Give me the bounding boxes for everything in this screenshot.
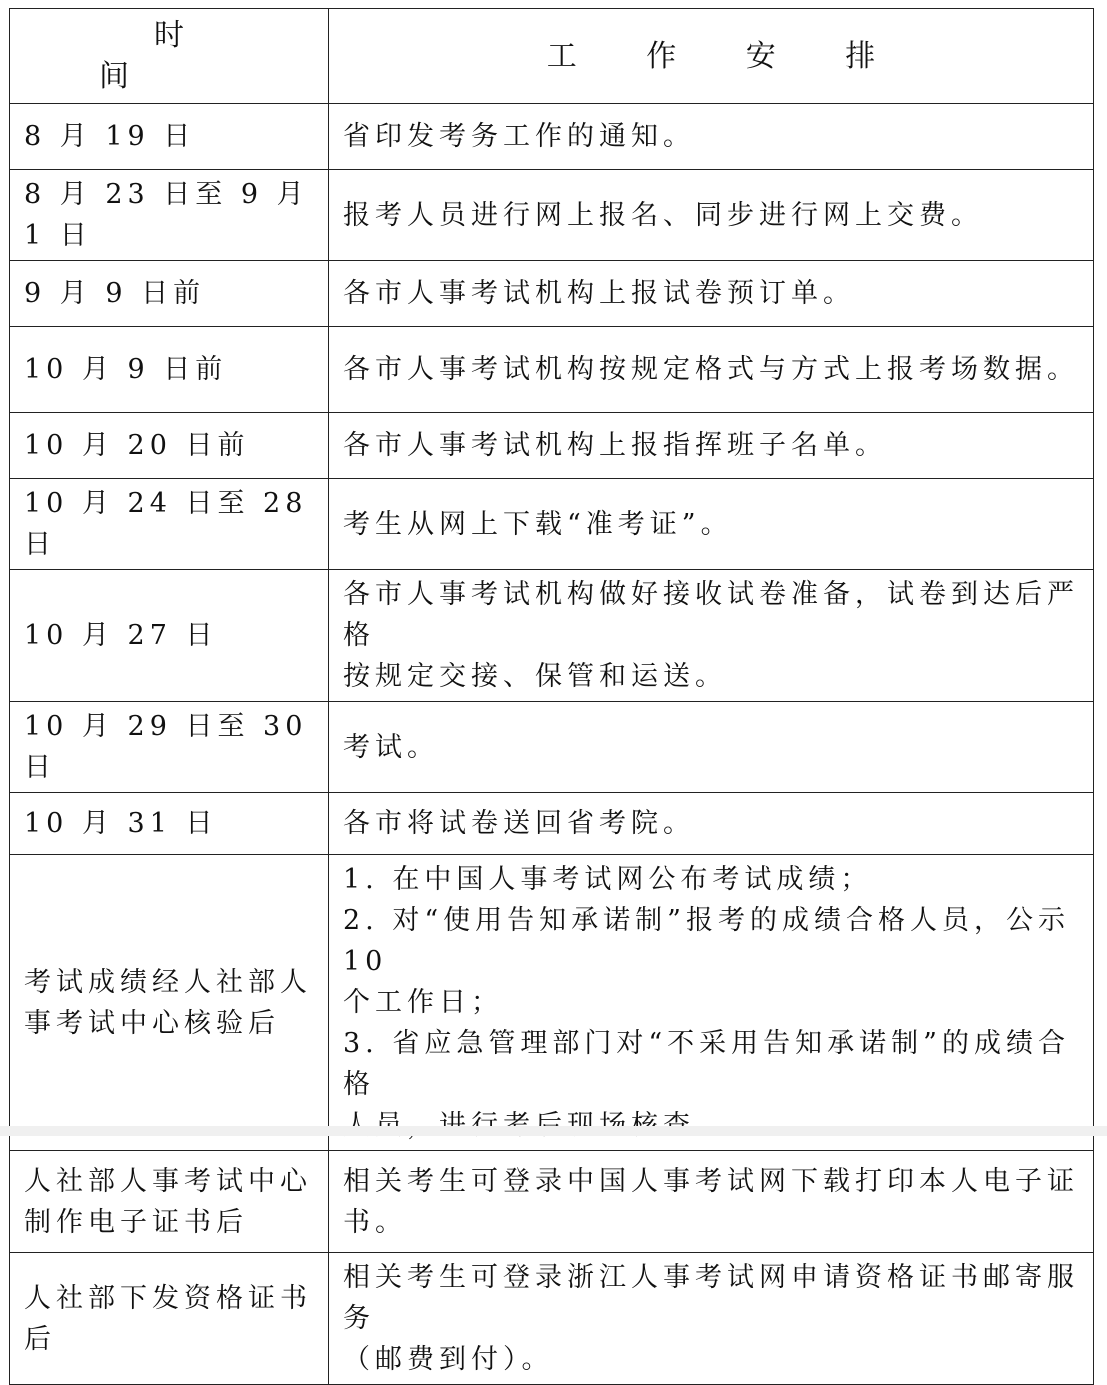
time-cell [10, 413, 329, 479]
table-row [10, 793, 1094, 855]
task-cell [329, 1151, 1094, 1253]
task-cell [329, 1253, 1094, 1385]
time-text: 10 月 27 日 [24, 620, 218, 651]
task-text: 相关考生可登录中国人事考试网下载打印本人电子证 [343, 1165, 1079, 1197]
table-row [10, 327, 1094, 413]
table-row [10, 170, 1094, 261]
task-text: 个工作日； [343, 987, 503, 1018]
time-cell [10, 327, 329, 413]
task-text: 2. 对“使用告知承诺制”报考的成绩合格人员，公示 10 [343, 905, 1070, 977]
time-cell [10, 170, 329, 261]
task-cell [329, 170, 1094, 261]
task-cell [329, 413, 1094, 479]
table-row [10, 1151, 1094, 1253]
time-text: 10 月 29 日至 30 日 [24, 711, 308, 783]
table-row [10, 702, 1094, 793]
task-text: 各市人事考试机构上报指挥班子名单。 [343, 430, 887, 461]
task-cell [329, 702, 1094, 793]
task-text: 各市人事考试机构上报试卷预订单。 [343, 278, 855, 309]
time-cell [10, 855, 329, 1151]
time-cell [10, 104, 329, 170]
task-text: 按规定交接、保管和运送。 [343, 661, 727, 692]
time-text: 人社部人事考试中心 [24, 1165, 312, 1197]
time-text: 10 月 9 日前 [24, 354, 228, 385]
task-text: 考试。 [343, 731, 439, 763]
task-text: （邮费到付）。 [343, 1344, 554, 1375]
time-text: 制作电子证书后 [24, 1206, 248, 1238]
header-work-arrangement: 工 作 安 排 [329, 9, 1094, 104]
task-text: 1. 在中国人事考试网公布考试成绩； [343, 864, 873, 895]
time-text: 事考试中心核验后 [24, 1007, 280, 1039]
task-cell [329, 793, 1094, 855]
bottom-scroll-strip [0, 1126, 1107, 1136]
task-text: 相关考生可登录浙江人事考试网申请资格证书邮寄服务 [343, 1262, 1079, 1334]
task-text: 各市将试卷送回省考院。 [343, 808, 695, 839]
time-text: 10 月 31 日 [24, 808, 218, 839]
table-row [10, 261, 1094, 327]
task-cell [329, 261, 1094, 327]
time-text: 9 月 9 日前 [24, 278, 206, 309]
table-body [10, 104, 1094, 1385]
time-cell [10, 479, 329, 570]
task-text: 各市人事考试机构按规定格式与方式上报考场数据。 [343, 354, 1079, 385]
time-text: 考试成绩经人社部人 [24, 966, 312, 998]
task-cell [329, 327, 1094, 413]
task-text: 各市人事考试机构做好接收试卷准备，试卷到达后严格 [343, 579, 1079, 651]
task-text: 考生从网上下载“准考证”。 [343, 508, 733, 540]
time-cell [10, 793, 329, 855]
table-row [10, 479, 1094, 570]
task-cell [329, 104, 1094, 170]
time-cell [10, 702, 329, 793]
table-row [10, 104, 1094, 170]
time-cell [10, 261, 329, 327]
table-row [10, 413, 1094, 479]
time-text: 8 月 23 日至 9 月 1 日 [24, 179, 309, 251]
time-cell [10, 1151, 329, 1253]
time-text: 8 月 19 日 [24, 121, 196, 152]
table-row [10, 855, 1094, 1151]
time-text: 10 月 20 日前 [24, 430, 250, 461]
task-cell [329, 479, 1094, 570]
time-text: 10 月 24 日至 28 日 [24, 488, 308, 560]
table-row [10, 570, 1094, 702]
task-text: 3. 省应急管理部门对“不采用告知承诺制”的成绩合格 [343, 1028, 1070, 1100]
time-text: 后 [24, 1323, 56, 1355]
schedule-table [9, 8, 1094, 1385]
task-text: 书。 [343, 1206, 407, 1238]
time-cell [10, 570, 329, 702]
task-cell [329, 855, 1094, 1151]
task-text: 报考人员进行网上报名、同步进行网上交费。 [343, 199, 983, 231]
table-header-row [10, 9, 1094, 104]
time-cell [10, 1253, 329, 1385]
header-time: 时 间 [10, 9, 329, 104]
task-cell [329, 570, 1094, 702]
table-row [10, 1253, 1094, 1385]
task-text: 省印发考务工作的通知。 [343, 121, 695, 152]
time-text: 人社部下发资格证书 [24, 1282, 312, 1314]
schedule-table-container [9, 8, 1093, 1385]
